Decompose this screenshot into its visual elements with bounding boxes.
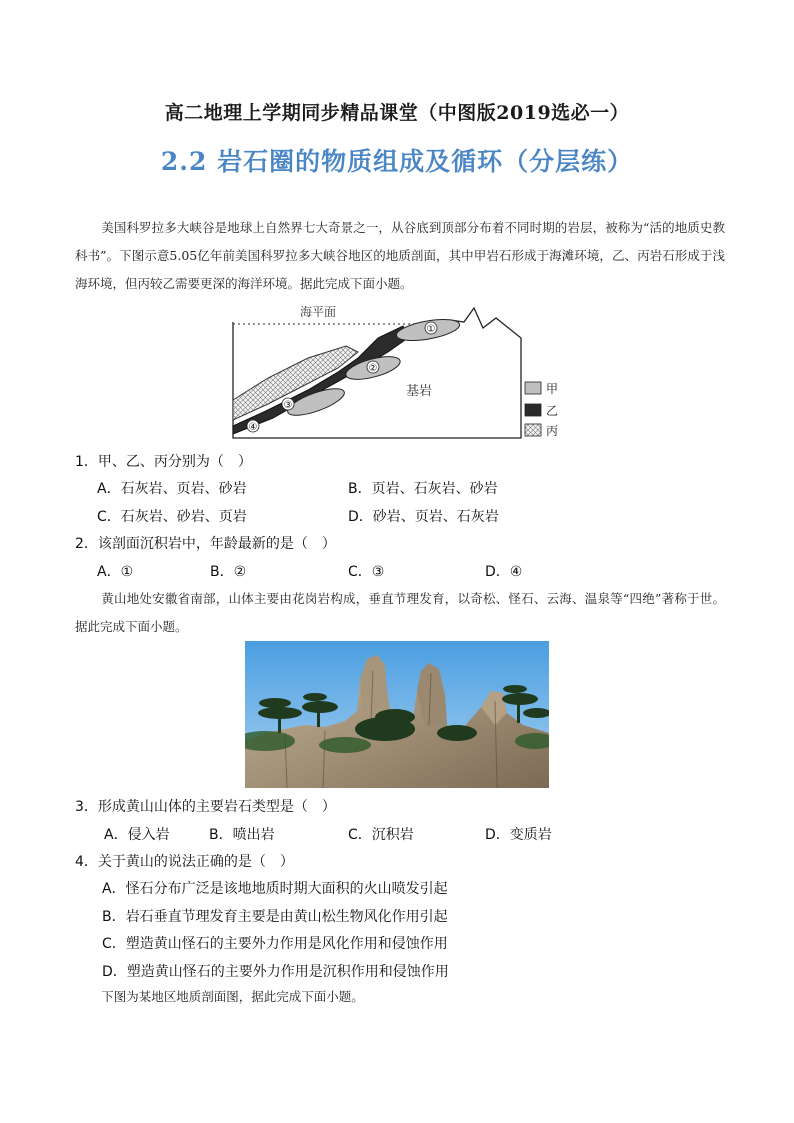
legend-label-bing: 丙 xyxy=(546,424,559,438)
question-1-option-c[interactable]: C．石灰岩、砂岩、页岩 xyxy=(97,509,247,525)
lesson-title: 2.2 岩石圈的物质组成及循环（分层练） xyxy=(160,147,634,176)
legend-swatch-jia xyxy=(525,382,541,394)
marker-1: ① xyxy=(426,324,436,335)
question-2-option-d[interactable]: D．④ xyxy=(485,564,523,580)
bedrock-label: 基岩 xyxy=(406,384,433,399)
huangshan-photo xyxy=(245,641,549,788)
question-4-stem: 4．关于黄山的说法正确的是（ ） xyxy=(75,854,294,870)
legend-label-jia: 甲 xyxy=(546,382,559,396)
question-3-option-d[interactable]: D．变质岩 xyxy=(485,827,552,843)
question-1-option-b[interactable]: B．页岩、石灰岩、砂岩 xyxy=(348,481,498,497)
marker-3: ③ xyxy=(283,400,293,411)
passage-huangshan: 黄山地处安徽省南部，山体主要由花岗岩构成，垂直节理发育，以奇松、怪石、云海、温泉等“四绝”著称于世。据此完成下面小题。 xyxy=(75,591,725,634)
question-3-option-b[interactable]: B．喷出岩 xyxy=(209,827,275,843)
question-2-option-a[interactable]: A．① xyxy=(97,564,134,580)
marker-2: ② xyxy=(368,363,378,374)
question-4-option-b[interactable]: B．岩石垂直节理发育主要是由黄山松生物风化作用引起 xyxy=(102,909,448,925)
legend-swatch-bing xyxy=(525,424,541,436)
question-1-option-a[interactable]: A．石灰岩、页岩、砂岩 xyxy=(97,481,247,497)
geologic-section-diagram xyxy=(228,300,568,442)
series-title: 高二地理上学期同步精品课堂（中图版2019选必一） xyxy=(164,102,630,124)
marker-4: ④ xyxy=(248,422,258,433)
question-4-option-d[interactable]: D．塑造黄山怪石的主要外力作用是沉积作用和侵蚀作用 xyxy=(102,964,449,980)
passage-next-section: 下图为某地区地质剖面图，据此完成下面小题。 xyxy=(101,989,364,1004)
question-2-option-c[interactable]: C．③ xyxy=(348,564,385,580)
question-3-option-c[interactable]: C．沉积岩 xyxy=(348,827,414,843)
question-2-option-b[interactable]: B．② xyxy=(210,564,247,580)
legend-label-yi: 乙 xyxy=(546,404,559,418)
passage-grand-canyon: 美国科罗拉多大峡谷是地球上自然界七大奇景之一，从谷底到顶部分布着不同时期的岩层，被称为“活的地质史教科书”。下图示意5.05亿年前美国科罗拉多大峡谷地区的地质剖面，其中甲岩石形成于海滩环境，乙、丙岩石形成于浅海环境，但丙较乙需要更深的海洋环境。据此完成下面小题。 xyxy=(75,220,725,291)
question-1-option-d[interactable]: D．砂岩、页岩、石灰岩 xyxy=(348,509,499,525)
question-1-stem: 1．甲、乙、丙分别为（ ） xyxy=(75,454,252,470)
question-2-stem: 2．该剖面沉积岩中，年龄最新的是（ ） xyxy=(75,536,336,552)
question-4-option-c[interactable]: C．塑造黄山怪石的主要外力作用是风化作用和侵蚀作用 xyxy=(102,936,448,952)
question-3-stem: 3．形成黄山山体的主要岩石类型是（ ） xyxy=(75,799,336,815)
question-4-option-a[interactable]: A．怪石分布广泛是该地地质时期大面积的火山喷发引起 xyxy=(102,881,448,897)
question-3-option-a[interactable]: A．侵入岩 xyxy=(104,827,170,843)
legend-swatch-yi xyxy=(525,404,541,416)
sea-level-label: 海平面 xyxy=(300,305,337,319)
